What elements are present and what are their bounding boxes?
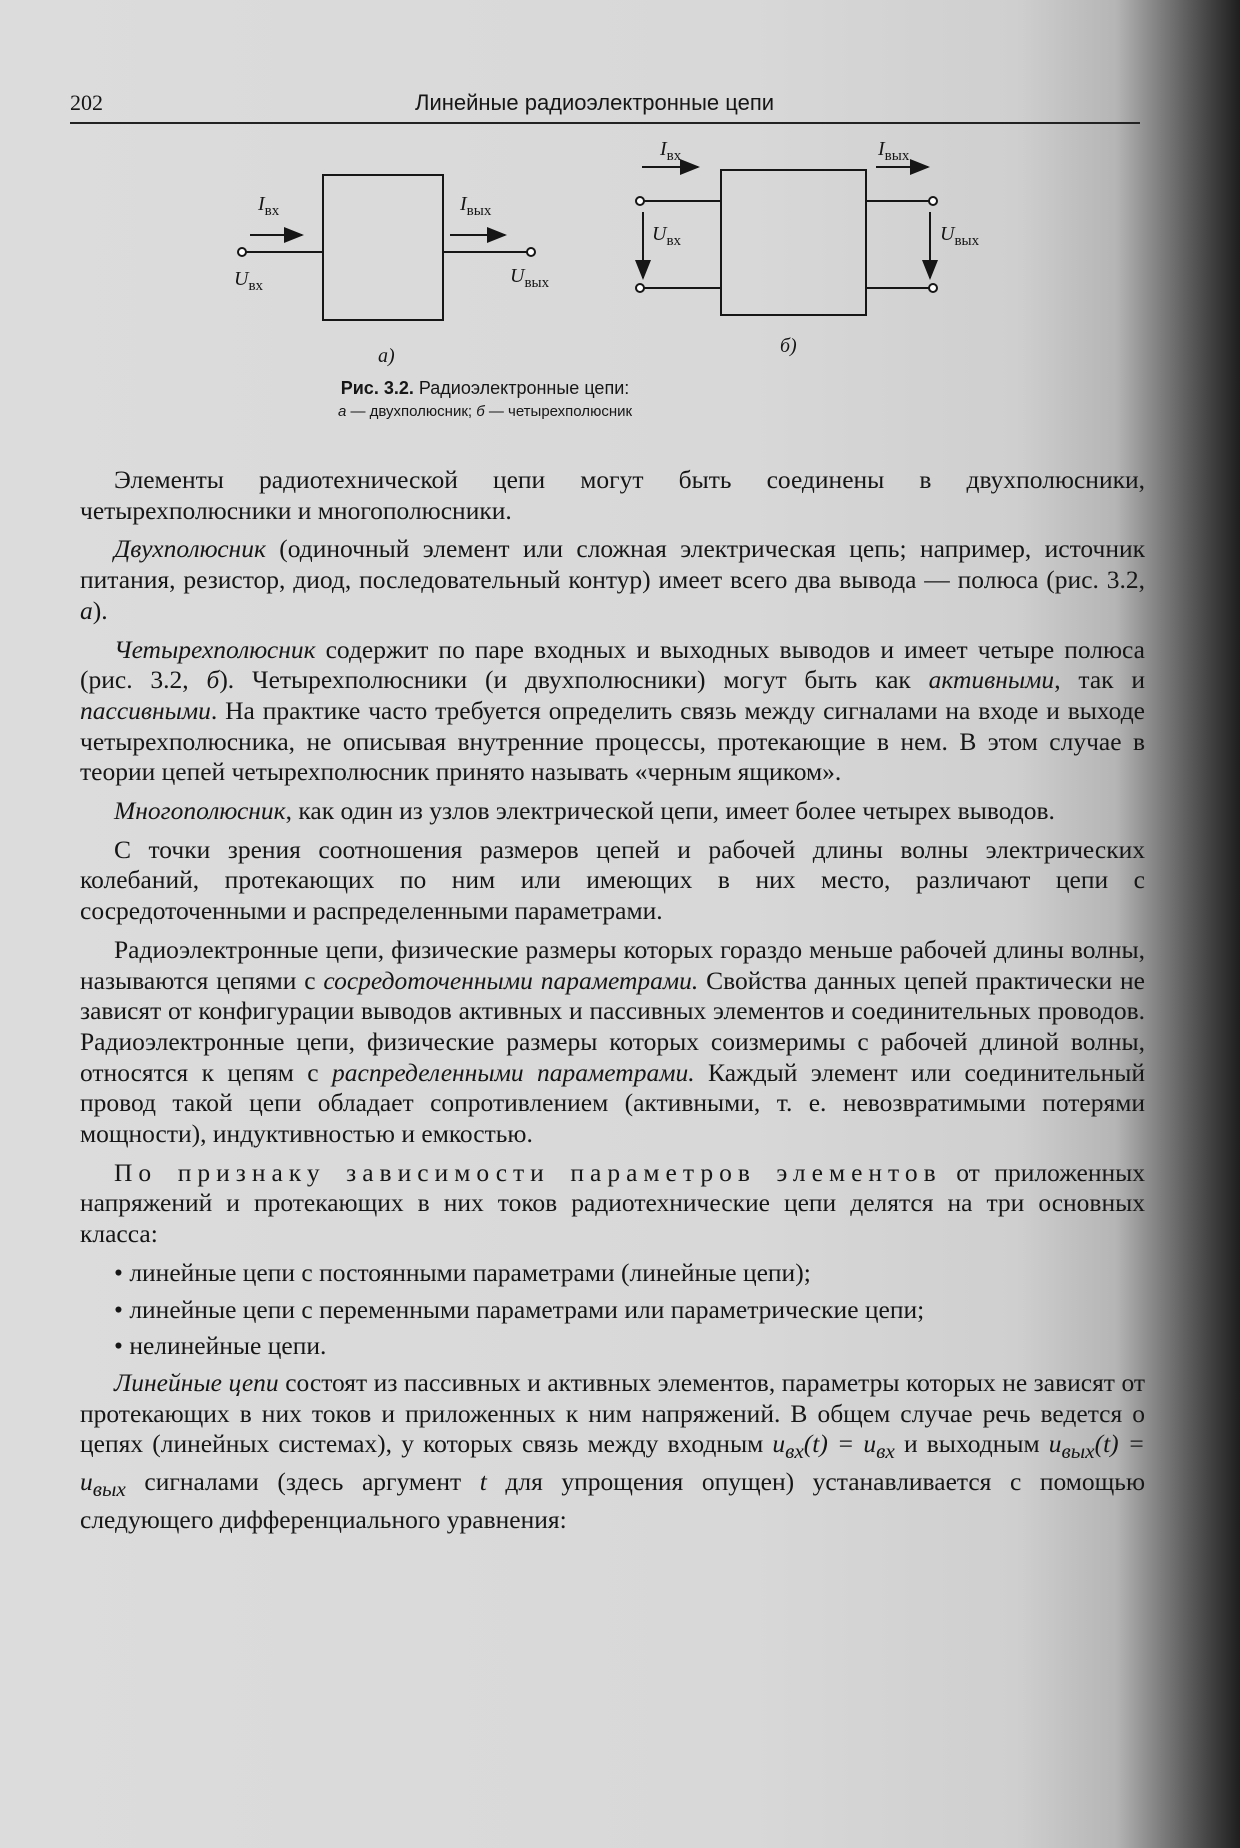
caption-b-text: — четырехполюсник <box>488 403 633 420</box>
output-terminal-top <box>929 197 937 205</box>
paragraph-6: Радиоэлектронные цепи, физические размеры которых гораздо меньше рабочей длины волны, называются цепями с сосредоточенными параметрами. Свойства данных цепей практически не зависят от конфигурации выводов активных и пассивных элементов и соединительных проводов. Радиоэлектронные цепи, физические размеры которых соизмеримы с рабочей длиной волны, относятся к цепям с распределенными параметрами. Каждый элемент или соединительный провод такой цепи обладает сопротивлением (активными, т. е. невозвратимыми потерями мощности), индуктивностью и емкостью. <box>80 934 1146 1149</box>
body-text <box>80 465 1145 1544</box>
paragraph-4: Многополюсник, как один из узлов электрической цепи, имеет более четырех выводов. <box>114 796 1055 826</box>
caption-label: Рис. 3.2. <box>340 378 414 398</box>
four-terminal-network <box>636 138 980 357</box>
label-i-in-a: $I_{вх}$ <box>258 193 280 219</box>
label-i-in-b: $I_{вх}$ <box>660 138 682 164</box>
term-multi-terminal: Многополюсник <box>114 796 286 826</box>
label-u-out-a: $U_{вых}$ <box>510 265 550 291</box>
paragraph-1: Элементы радиотехнической цепи могут быть соединены в двухполюсники, четырехполюсники и многополюсники. <box>80 465 1145 525</box>
term-two-terminal: Двухполюсник <box>114 534 266 564</box>
running-head <box>70 88 1140 124</box>
label-i-out-b: $I_{вых}$ <box>878 138 910 164</box>
term-distributed: распределенными параметрами. <box>332 1057 695 1087</box>
paragraph-5: С точки зрения соотношения размеров цепей и рабочей длины волны электрических колебаний, протекающих по ним или имеющих в них место, различают цепи с сосредоточенными и распределенными параметрами. <box>80 834 1145 926</box>
caption-title: Радиоэлектронные цепи: <box>418 378 630 398</box>
figure-caption <box>250 378 720 420</box>
paragraph-7: По признаку зависимости параметров элементов от приложенных напряжений и протекающих в них токов радиотехнические цепи делятся на три основных класса: <box>80 1157 1145 1249</box>
label-a: а) <box>378 345 395 367</box>
label-u-in-a: $U_{вх}$ <box>234 268 264 294</box>
label-b: б) <box>780 335 797 357</box>
running-title: Линейные радиоэлектронные цепи <box>415 90 775 115</box>
math-u-out: $u_{вых}(t) = u_{вых}$ <box>80 1429 1146 1502</box>
list-item: • нелинейные цепи. <box>80 1331 1145 1362</box>
caption-a-text: — двухполюсник; <box>350 403 473 420</box>
paragraph-2: Двухполюсник (одиночный элемент или сложная электрическая цепь; например, источник питания, резистор, диод, последовательный контур) имеет всего два вывода — полюса (рис. 3.2, а). <box>80 534 1145 625</box>
term-four-terminal: Четырехполюсник <box>114 634 316 664</box>
four-terminal-box <box>721 170 866 315</box>
two-terminal-network <box>234 175 550 367</box>
class-list <box>80 1258 1145 1362</box>
term-linear-circuits: Линейные цепи <box>114 1367 279 1397</box>
input-terminal-bottom <box>636 284 644 292</box>
label-u-out-b: $U_{вых}$ <box>940 223 980 249</box>
input-terminal <box>238 248 246 256</box>
page-number: 202 <box>70 90 103 115</box>
math-u-in: $u_{вх}(t) = u_{вх}$ <box>772 1429 895 1464</box>
caption-a-letter: а <box>337 403 347 420</box>
label-u-in-b: $U_{вх}$ <box>652 223 682 249</box>
two-terminal-box <box>323 175 443 320</box>
output-terminal-bottom <box>929 284 937 292</box>
spaced-phrase: По признаку зависимости параметров элементов <box>114 1157 942 1187</box>
list-item: • линейные цепи с переменными параметрами или параметрические цепи; <box>80 1295 1145 1326</box>
paragraph-8: Линейные цепи состоят из пассивных и активных элементов, параметры которых не зависят от протекающих в них токов и приложенных к ним напряжений. В общем случае речь ведется о цепях (линейных системах), у которых связь между входным $u_{вх}(t) = u_{вх}$ и выходным $u_{вых}(t) = u_{вых}$ сигналами (здесь аргумент t для упрощения опущен) устанавливается с помощью следующего дифференциального уравнения: <box>80 1367 1146 1534</box>
input-terminal-top <box>636 197 644 205</box>
caption-b-letter: б <box>476 403 485 420</box>
output-terminal <box>527 248 535 256</box>
label-i-out-a: $I_{вых}$ <box>460 193 492 219</box>
paragraph-3: Четырехполюсник содержит по паре входных и выходных выводов и имеет четыре полюса (рис. 3.2, б). Четырехполюсники (и двухполюсники) могут быть как активными, так и пассивными. На практике часто требуется определить связь между сигналами на входе и выходе четырехполюсника, не описывая внутренние процессы, протекающие в нем. В этом случае в теории цепей четырехполюсник принято называть «черным ящиком». <box>80 634 1146 787</box>
list-item: • линейные цепи с постоянными параметрами (линейные цепи); <box>80 1258 1145 1289</box>
term-lumped: сосредоточенными параметрами. <box>323 965 699 995</box>
